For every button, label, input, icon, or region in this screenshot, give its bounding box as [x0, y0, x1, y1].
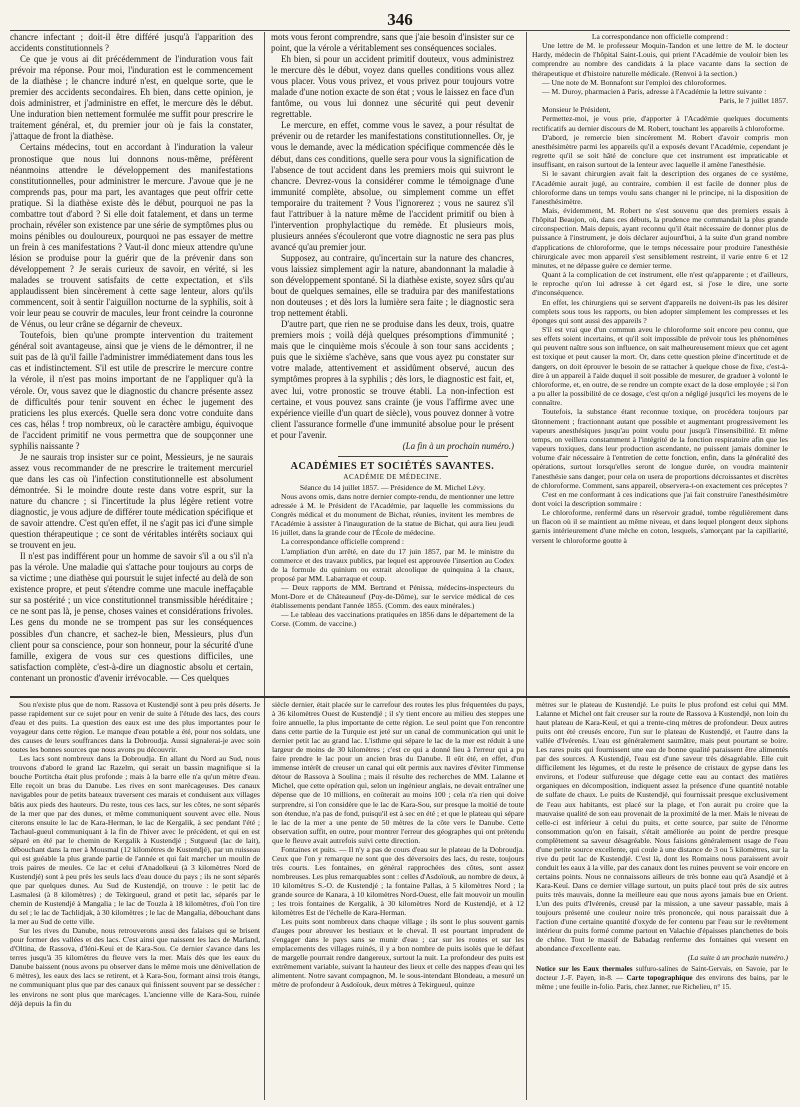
paragraph: Sou n'existe plus que de nom. Rassova et Kustendjé sont à peu près déserts. Je passe rapidement sur ce sujet pour en venir de suite à l'étude des lacs, des cours d'eau et des puits. La question des eaux est une des plus importantes pour le voyageur dans cette région. Le manque d'eau potable a été, pour nos soldats, une des causes de leurs souffrances dans la Dobroudja. Aussi signalerai-je avec soin toutes les bonnes sources que nous avons pu découvrir. [10, 700, 260, 755]
paragraph: D'autre part, que rien ne se produise dans les deux, trois, quatre premiers mois ; voilà déjà quelques présomptions d'immunité ; mais que le cinquième mois s'écoule à son tour sans accidents ; puis que le sixième s'achève, sans que vous ayez pu constater sur votre malade, attentivement et assidûment observé, aucun des symptômes propres à la syphilis ; dès lors, le diagnostic est fait, et, avec lui, votre pronostic se trouve établi. La non-infection est certaine, et vous pouvez sans crainte (je vous l'affirme avec une expérience vieille d'un quart de siècle), vous pouvez donner à votre client l'assurance formelle d'une immunité absolue pour le présent et pour l'avenir. [271, 319, 514, 440]
paragraph: Mais, évidemment, M. Robert ne s'est souvenu que des premiers essais à l'hôpital Beaujon, où, dans ces débuts, la prudence me commandait la plus grande circonspection. Mais depuis, ayant reconnu qu'il était nécessaire de donner plus de puissance à l'instrument, je dois déclarer aujourd'hui, à la suite d'un grand nombre d'applications de chloroforme, que le temps nécessaire pour produire l'anesthésie chirurgicale avec mon appareil s'est sensiblement restreint, il varie entre 6 et 12 minutes, et ne dépasse guère ce dernier terme. [532, 205, 788, 270]
feuilleton-rule [10, 696, 790, 698]
paragraph: chancre infectant ; doit-il être différé jusqu'à l'apparition des accidents constitutionnels ? [10, 32, 253, 54]
paragraph: S'il est vrai que d'un commun aveu le chloroforme soit encore peu connu, que ses effets soient incertains, et qu'il soit impossible de prévoir tous les phénomènes qui peuvent naître sous son influence, on sait malheureusement mieux que cet agent est toxique et peut causer la mort. Or, dans cette question pleine d'incertitude et de dangers, on doit éprouver le besoin de se rattacher à quelque chose de fixe, c'est-à-dire à un appareil à l'aide duquel il soit possible de mesurer, de graduer à volonté le chloroforme, et, en outre, de se rendre un compte exact de la dose employée ; si l'on a pu aller la possibilité de ce dosage, c'est qu'on a négligé jusqu'ici les moyens de le connaître. [532, 325, 788, 408]
notice-text: sulfuro-salines de Saint-Gervais, en Savoie, par le docteur J.-F. Payen, in-8. — [536, 965, 788, 982]
paragraph: Nous avons omis, dans notre dernier compte-rendu, de mentionner une lettre adressée à M. le Président de l'Académie, par laquelle les commissions du Congrès médical et du monument de Bichat, réunies, invitent les membres de l'Académie à assister à l'inauguration de la statue de Bichat, qui aura lieu jeudi 16 juillet, dans la grande cour de l'École de médecine. [271, 491, 514, 538]
paragraph: Supposez, au contraire, qu'incertain sur la nature des chancres, vous laissiez simplement agir la nature, abandonnant la maladie à son développement spontané. Si la diathèse existe, soyez sûrs qu'au bout de quelques semaines, elle se traduira par des manifestations non douteuses ; et dès lors la lumière sera faite ; le diagnostic sera trop nettement établi. [271, 252, 514, 319]
paragraph: Le chloroforme, renfermé dans un réservoir gradué, tombe régulièrement dans un flacon où il se maintient au même niveau, et dans lequel plongent deux siphons garnis intérieurement d'une mèche en coton, lesquels, s'amorçant par la capillarité, versent le chloroforme goutte à [532, 508, 788, 545]
paragraph: L'ampliation d'un arrêté, en date du 17 juin 1857, par M. le ministre du commerce et des travaux publics, par lequel est approuvée l'insertion au Codex de la formule du quinium ou extrait alcoolique de quinquina à la chaux, proposé par MM. Labarraque et coup. [271, 546, 514, 583]
article-column-3 [532, 32, 788, 696]
letter-date: Paris, le 7 juillet 1857. [719, 96, 788, 106]
paragraph: Les puits sont nombreux dans chaque village ; ils sont le plus souvent garnis d'auges pour abreuver les bestiaux et le cheval. Il est pourtant imprudent de s'engager dans le pays sans se munir d'eau ; car sur les routes et sur les emplacements des villages ruinés, il y a bon nombre de puits isolés que le défaut de margelle pourrait rendre dangereux, surtout la nuit. La profondeur des puits est extrêmement variable, suivant la hauteur des lieux et celle des nappes d'eau qui les alimentent. Notre savant compagnon, M. le sous-intendant Blondeau, a mesuré un mètre de profondeur à Asdoïouk, deux mètres à Tekirgueul, quinze [272, 917, 524, 990]
paragraph: En effet, les chirurgiens qui se servent d'appareils ne doivent-ils pas les désirer complets sous tous les rapports, ou bien adopter simplement les compresses et les éponges qui sont aussi des appareils ? [532, 297, 788, 325]
publication-notice [536, 965, 788, 991]
paragraph: Sur les rives du Danube, nous retrouverons aussi des falaises qui se brisent pour former des vallées et des lacs. C'est ainsi que naissent les lacs de Marland, d'Oltina, de Rassova, d'Iéni-Keui et de Kara-Sou. Ce dernier s'avance dans les terres jusqu'à 35 kilomètres du fleuve vers la mer. Mais dès que les eaux du Danube baissent (nous avons pu observer dans le même mois une dénivellation de 6 mètres), les eaux des lacs se retirent, et à Kara-Sou, formant ainsi trois étangs, ne communiquant plus que par des canaux qui finissent souvent par se dessécher : les environs ne sont plus que marécages. L'ancienne ville de Kara-Sou, ruinée déjà depuis la fin du [10, 926, 260, 1008]
paragraph: mètres sur le plateau de Kustendjé. Le puits le plus profond est celui qui MM. Lalanne et Michel ont fait creuser sur la route de Rassova à Kustendjé, non loin du haut plateau de Kara-Keuï, et qui a trente-cinq mètres de profondeur. Deux autres puits ont été creusés encore, l'un sur le plateau de Kustendjé, et l'autre dans la vallée d'Ivérenès. L'eau est généralement saumâtre, mais peut pourtant se boire. Les rares puits qui fournissent une eau de bonne qualité paraissent être alimentés par des sources. A Kustendjé, l'eau est d'une saveur très désagréable. Elle cuit difficilement les légumes, et du reste le présence de cristaux de gypse dans les environs, et l'odeur sulfureuse que dégage cette eau au contact des matières organiques en décomposition, indiquent assez la présence d'une quantité notable de sulfate de chaux. Le puits de Kustendjé, qui fournissait presque exclusivement de l'eau aux habitants, est placé sur la plage, et l'on aurait pu croire que la mauvaise qualité de son eau provenait de la proximité de la mer. Mais le niveau de celle-ci est inférieur à celui du puits, et cette source, par suite de l'énorme consommation qu'on en faisait, s'était améliorée au point de perdre presque complètement sa saveur désagréable. Nous faisions généralement usage de l'eau d'une petite source excellente, qui coule à une distance de 3 ou 5 kilomètres, sur la rive du petit lac de Kustendjé. C'est là, dont les Romains nous paraissent avoir conduit les eaux à la ville, par des canaux dont les ruines peuvent se voir encore en certains points. Nous ne connaissons ailleurs de très bonne eau qu'à Asandjé et à Kara-Keuï. Dans ce dernier village surtout, un puits placé tout près de six autres puits très mauvais, donne la meilleure eau que nous ayons jamais bue en Orient. L'un des puits d'Ivérenès, creusé par la mission, a une saveur passable, mais à toujours présenté une couleur noire très prononcée, qui nous paraissait due à l'action d'une certaine quantité d'oxyde de fer contenu par l'eau sur le revêtement intérieur du puits formé comme partout en Valachie d'épaisses planchettes de bois de chêne. Tout le massif de Babadag renferme des fontaines qui versent en abondance d'excellente eau. [536, 700, 788, 954]
continued-note: (La suite à un prochain numéro.) [687, 953, 788, 963]
paragraph: Certains médecins, tout en accordant à l'induration la valeur pronostique que nous lui donnons nous-même, préfèrent néanmoins attendre le développement des manifestations constitutionnelles, pour administrer le mercure. J'avoue que je ne comprends pas, pour ma part, les avantages que peut offrir cette pratique. Si la diathèse existe dès le début, pourquoi ne pas la combattre tout d'abord ? Si elle doit fatalement, et dans un terme prochain, révéler son existence par une série de symptômes plus ou moins pénibles ou douloureux, pourquoi ne pas essayer de mettre un frein à ces manifestations ? Vaut-il donc mieux attendre qu'une lésion se produise pour la guérir que de la prévenir dans son développement ? Je serais curieux de savoir, en vérité, si les malades se trouvent satisfaits de cette expectation, et s'ils applaudissent bien sincèrement à cette sage lenteur, alors qu'ils commencent, soit à sentir l'aiguillon nocturne de la syphilis, soit à voir leur peau se couvrir de macules, leur front ceindre la couronne de Vénus, ou leur crâne se dégarnir de cheveux. [10, 142, 253, 330]
paragraph: — Une note de M. Bonnafont sur l'emploi des chloroformes. [542, 77, 727, 87]
continued-note: (La fin à un prochain numéro.) [402, 440, 514, 451]
paragraph: siècle dernier, était placée sur le carrefour des routes les plus fréquentées du pays, à 36 kilomètres Ouest de Kustendjé ; il s'y tient encore au milieu des steppes une foire annuelle, la plus importante de cette région. Le seul point que l'on rencontre dans cette partie de la Turquie est jeté sur un canal de communication qui unit le dernier petit lac au grand lac. L'isthme qui sépare le lac de la mer est réduit à une largeur de moins de 30 kilomètres ; c'est ce qui a donné lieu à l'erreur qui a pu faire prendre le lac pour un ancien bras du Danube. Il eût été, en effet, d'un immense intérêt de creuser un canal qui eût permis aux navires d'éviter l'immense détour de Rassova à Soulina ; mais il résulte des recherches de MM. Lalanne et Michel, que cette opération qui, selon un ingénieur anglais, ne devait entraîner une dépense que de 10 millions, en coûterait au moins 100 ; cela n'a rien qui doive surprendre, si l'on considère que le lac de Kara-Sou, sur presque la moitié de toute son étendue, n'a pas de fond, puisqu'il est à sec en été ; et que le plateau qui sépare le lac de la mer a une pente de 50 mètres de la côte vers le Danube. Cette observation suffit, en outre, pour montrer l'erreur des géographes qui ont prétendu que le fleuve avait autrefois suivi cette direction. [272, 700, 524, 845]
article-column-2 [271, 32, 514, 696]
lower-column-2 [272, 700, 524, 1100]
section-title: ACADÉMIES ET SOCIÉTÉS SAVANTES. [290, 460, 495, 472]
lower-section [10, 700, 790, 1100]
paragraph: Eh bien, si pour un accident primitif douteux, vous administrez le mercure dès le début, voyez dans quelles conditions vous allez vous placer. Vous vous privez, et vous privez pour toujours votre malade d'une notion exacte de son état ; vous le laissez en face d'un fantôme, ou vous lui donnez une sécurité qui peut devenir regrettable. [271, 54, 514, 120]
paragraph: Fontaines et puits. — Il n'y a pas de cours d'eau sur le plateau de la Dobroudja. Ceux que l'on y remarque ne sont que des déversoirs des lacs, du reste, toujours très courts. Les fontaines, en général rapprochées des côtes, sont assez nombreuses. Les plus remarquables sont : celles d'Asdoïouk, au nombre de deux, à 10 kilomètres S.-O. de Kustendjé ; la fontaine Pallas, à 5 kilomètres Nord ; la grande source de Kanara, à 10 kilomètres Nord-Ouest, elle fait mouvoir un moulin ; les trois fontaines de Kergalik, à 30 kilomètres Nord de Kustendjé, et à 12 kilomètres Est de l'échelle de Kara-Herman. [272, 844, 524, 918]
notice-title: Notice sur les Eaux thermales [536, 965, 633, 974]
paragraph: — M. Duroy, pharmacien à Paris, adresse à l'Académie la lettre suivante : [542, 86, 767, 96]
lower-column-3 [536, 700, 788, 1100]
session-line: Séance du 14 juillet 1857. — Présidence de M. Michel Lévy. [299, 482, 486, 492]
paragraph: Ce que je vous ai dit précédemment de l'induration vous fait prévoir ma réponse. Pour moi, l'induration est le commencement de la diathèse ; le chancre induré n'est, en quelque sorte, que le premier des accidents secondaires. Eh bien, dans cette opinion, je dois administrer, et j'administre en effet, le mercure dès le début. Une induration bien nettement formulée me suffit pour prescrire le traitement général, et, du premier jour où je fais la constater, j'attaque de front la diathèse. [10, 54, 253, 142]
paragraph: C'est en me conformant à ces indications que j'ai fait construire l'anesthésimètre dont voici la description sommaire : [532, 489, 788, 508]
paragraph: Toutefois, bien qu'une prompte intervention du traitement général soit avantageuse, ainsi que je viens de le démontrer, il ne suit pas de là qu'il faille l'administrer immédiatement dans tous les cas et indistinctement. S'il est utile de prescrire le mercure contre la vérole, il n'est pas moins important de ne l'appliquer qu'à la vérole. Or, vous savez que le diagnostic du chancre présente assez de difficultés pour tenir souvent en échec le jugement des praticiens les plus exercés. Quelle sera donc votre conduite dans ces cas, hélas ! trop nombreux, où le caractère ambigu, équivoque de l'accident primitif ne vous permettra que de soupçonner une syphilis naissante ? [10, 330, 253, 451]
paragraph: Il n'est pas indifférent pour un homme de savoir s'il a ou s'il n'a pas la vérole. Une maladie qui s'attache pour toujours au corps de sa victime ; une diathèse qui poursuit le sujet infecté au delà de son existence propre, et peut s'étendre comme une macule ineffaçable sur sa postérité ; un vice constitutionnel transmissible héréditaire ; ce ne sont pas là, je pense, choses vaines et considérations frivoles. Les gens du monde ne se trompent pas sur les conséquences possibles d'un chancre, et sachez-le bien, Messieurs, plus d'un client pour sa conscience, pour son honneur, pour la sécurité d'une famille, exigera de vous sur ces questions difficiles, une satisfaction complète, c'est-à-dire un diagnostic absolu et certain, contenant un pronostic d'avenir irrévocable. — Ces quelques [10, 551, 253, 683]
paragraph: Une lettre de M. le professeur Moquin-Tandon et une lettre de M. le docteur Hardy, médecin de l'hôpital Saint-Louis, qui prient l'Académie de vouloir bien les comprendre au nombre des candidats à la place vacante dans la section de thérapeutique et d'histoire naturelle médicale. (Renvoi à la section.) [532, 41, 788, 78]
paragraph: mots vous feront comprendre, sans que j'aie besoin d'insister sur ce point, que la vérole a véritablement ses conséquences sociales. [271, 32, 514, 54]
paragraph: Permettez-moi, je vous prie, d'apporter à l'Académie quelques documents rectificatifs au dernier discours de M. Robert, touchant les appareils à chloroforme. [532, 114, 788, 133]
page-number: 346 [387, 10, 413, 29]
top-rule [10, 30, 790, 31]
paragraph: La correspondance non officielle comprend : [591, 32, 729, 41]
paragraph: Toutefois, la substance étant reconnue toxique, on procédera toujours par tâtonnement ; fractionnant autant que possible et augmentant progressivement les vapeurs anesthésiques jusqu'au point voulu pour jusqu'à l'insensibilité. Et même temps, on veillera constamment à l'intégrité de la fonction respiratoire afin que les vapeurs toxiques, dans leur production ascendante, ne puissent jamais dominer le volume d'air nécessaire à l'entretien de cette fonction, enfin, dans la généralité des opérations, surtout lorsqu'elles seront de longue durée, on voudra maintenir l'anesthésie sans danger, pour cela on usera de proportions décroissantes et discrètes de chloroforme. Comment, sans appareil, observera-t-on exactement ces préceptes ? [532, 407, 788, 490]
paragraph: Si le savant chirurgien avait fait la description des organes de ce système, l'Académie aurait jugé, au contraire, combien il est facile de donner plus de chloroforme dans un temps voulu sans changer ni le principe, ni la disposition de l'anesthésimètre. [532, 169, 788, 206]
paragraph: — Le tableau des vaccinations pratiquées en 1856 dans le département de la Corse. (Comm. de vaccine.) [271, 610, 514, 629]
paragraph: Le mercure, en effet, comme vous le savez, a pour résultat de prévenir ou de retarder les manifestations constitutionnelles. Or, je vous le demande, avec la médication spécifique commencée dès le début, dans ces conditions, quelle sera pour vous la signification de l'absence de tout accident dans les premiers mois qui suivront le chancre. Devrez-vous la considérer comme le témoignage d'une immunité complète, absolue, ou simplement comme un effet temporaire du traitement ? Vous l'ignorerez ; vous ne saurez s'il faut l'attribuer à la nature même de l'accident primitif ou bien à l'intervention prophylactique du remède. Et plusieurs mois, plusieurs années s'écouleront que votre diagnostic ne sera pas plus avancé qu'au premier jour. [271, 120, 514, 252]
paragraph: Quant à la complication de cet instrument, elle n'est qu'apparente ; et d'ailleurs, le reproche qu'on lui adresse à cet égard est, si j'ose le dire, une sorte d'inconséquence. [532, 270, 788, 298]
section-subtitle: ACADÉMIE DE MÉDECINE. [343, 472, 442, 481]
notice-map-title: Carte topographique [626, 973, 693, 982]
paragraph: — Deux rapports de MM. Bertrand et Pénissa, médecins-inspecteurs du Mont-Dore et de Châteauneuf (Puy-de-Dôme), sur le service médical de ces établissements pendant l'année 1855. (Comm. des eaux minérales.) [271, 582, 514, 611]
upper-section [10, 32, 790, 696]
paragraph: D'abord, je remercie bien sincèrement M. Robert d'avoir compris mon anesthésimètre parmi les appareils qu'il a exposés devant l'Académie, cependant je regrette qu'il se soit hâté de conclure que cet instrument est impraticable et insuffisant, en raison surtout de la lenteur avec laquelle il amène l'anesthésie. [532, 132, 788, 170]
paragraph: Je ne saurais trop insister sur ce point, Messieurs, je ne saurais assez vous recommander de ne prescrire le traitement mercuriel que dans les cas où l'infection constitutionnelle est absolument démontrée. Si le moindre doute reste dans votre esprit, sur la nature du chancre ; si l'incertitude la plus légère retient votre diagnostic, je vous adjure de différer toute médication spécifique et de savoir attendre. C'est qu'en effet, il ne s'agit pas ici d'une simple question thérapeutique ; ce sont de véritables intérêts sociaux qui se trouvent en jeu. [10, 451, 253, 551]
paragraph: La correspondance officielle comprend : [281, 537, 404, 547]
letter-salutation: Monsieur le Président, [542, 105, 611, 115]
notice-text-2: des environs des bains, par le même ; une feuille in-folio. Paris, chez Janner, rue Richelieu, n° 15. [536, 973, 788, 991]
paragraph: Les lacs sont nombreux dans la Dobroudja. En allant du Nord au Sud, nous trouvons d'abord le grand lac Razelm, qui serait un bassin magnifique si la bouche Portitcha était plus profonde ; mais à la barre elle n'a qu'un mètre d'eau. Elle reçoit un bras du Danube. Les rives en sont marécageuses. Des canaux navigables pour de petits bateaux traversent ces marais et conduisent aux villages bâtis aux pieds des hauteurs. Du reste, tous ces lacs, sur les côtes, ne sont séparés de la mer que par des dunes, et même communiquent souvent avec elle. Nous citerons ensuite le lac de Kara-Herman, le lac de Kergalik, à sec pendant l'été ; Tachaul-gueul communiquant à la fin de l'hiver avec le précédent, et qui en est séparé en été par le chemin de Kergalik à Kustendjé ; Sutgueul (lac de lait), débouchant dans la mer à Mousmal (12 kilomètres de Kustendjé), par un ruisseau qui est guéable la plus grande partie de l'année et qui fait marcher un moulin de trois paires de meules. Ce lac et celui d'Anadolkeui (à 3 kilomètres Nord de Kustendjé) sont à peu près les seuls lacs d'eau douce du pays ; ils ne sont séparés que par quelques dunes. Au Sud de Kustendjé, on trouve : le petit lac de Lasmalesi (à 8 kilomètres) ; de Tekirgueul, grand et petit lac, séparés par le chemin de Kustendjé à Mangalia ; le lac de Touzla à 18 kilomètres, d'où l'on tire du sel ; le lac de Tachlidjak, à 30 kilomètres ; le lac de Mangalia, débouchant dans la mer au Sud de cette ville. [10, 754, 260, 927]
section-rule [338, 456, 448, 457]
lower-column-1 [10, 700, 260, 1100]
article-column-1 [10, 32, 253, 696]
